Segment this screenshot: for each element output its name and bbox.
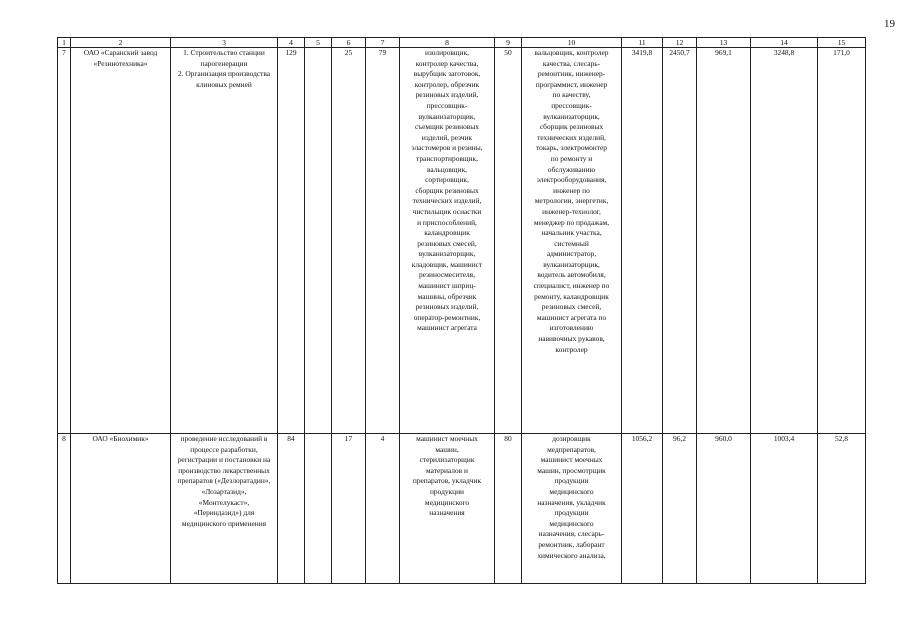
- text-line: контролер качества,: [415, 58, 479, 68]
- text-line: прессовщик-: [551, 100, 592, 110]
- text-line: парогенерации: [200, 58, 248, 68]
- column-header: 6: [332, 38, 366, 48]
- text-line: изготовлению: [549, 323, 594, 333]
- text-line: сборщик резиновых: [539, 122, 604, 132]
- text-line: клиновых ремней: [196, 79, 252, 89]
- text-line: метрологии, энергетик,: [534, 196, 609, 206]
- column-header: 5: [305, 38, 332, 48]
- cell-col4: 84: [278, 434, 305, 584]
- text-line: качества, слесарь-: [542, 58, 601, 68]
- text-line: ремонту, каландровщик: [534, 291, 609, 301]
- text-line: производство лекарственных: [178, 465, 270, 475]
- cell-col13: 960,0: [697, 434, 751, 584]
- text-line: программист, инженер: [535, 79, 608, 89]
- column-header: 11: [622, 38, 663, 48]
- text-line: ремонтник, лаборант: [538, 539, 605, 549]
- column-header: 3: [171, 38, 278, 48]
- column-header: 14: [751, 38, 818, 48]
- text-line: вальцовщик, контролер: [534, 48, 609, 57]
- text-line: машинист шприц-: [418, 281, 476, 291]
- text-line: «Монтелукаст»,: [198, 497, 250, 507]
- text-line: дозировщик: [552, 434, 591, 443]
- text-line: машинист агрегата по: [536, 312, 607, 322]
- text-line: медицинского: [549, 518, 594, 528]
- row-number: 7: [58, 48, 71, 434]
- text-line: системный: [554, 238, 589, 248]
- text-line: медпрепаратов,: [547, 444, 596, 454]
- text-line: контролер: [555, 344, 588, 354]
- text-line: специалист, инженер по: [533, 281, 610, 291]
- text-line: проведение исследований в: [180, 434, 268, 443]
- cell-col15: 52,8: [818, 434, 866, 584]
- text-line: резиновых смесей,: [417, 238, 477, 248]
- text-line: резиновых изделий,: [415, 90, 479, 100]
- text-line: продукции: [554, 508, 589, 518]
- cell-col15: 171,0: [818, 48, 866, 434]
- text-line: препаратов, укладчик: [412, 476, 482, 486]
- cell-col4: 129: [278, 48, 305, 434]
- text-line: машин, просмотрщик: [537, 465, 606, 475]
- text-line: химического анализа,: [537, 550, 606, 560]
- cell-col5: [305, 434, 332, 584]
- text-line: каландровщик: [424, 228, 470, 238]
- text-line: чистильщик оснастки: [412, 206, 482, 216]
- text-line: контролер, обрезчик: [414, 79, 480, 89]
- text-line: 2. Организация производства: [177, 69, 271, 79]
- cell-col6: 17: [332, 434, 366, 584]
- text-line: водитель автомобиля,: [537, 270, 606, 280]
- column-header: 12: [663, 38, 697, 48]
- text-line: медицинского: [424, 497, 470, 507]
- column-number-row: [58, 38, 866, 48]
- text-line: машинист агрегата: [417, 323, 477, 333]
- cell-col7: 4: [366, 434, 400, 584]
- text-line: оператор-ремонтник,: [413, 312, 481, 322]
- text-line: медицинского применения: [181, 518, 267, 528]
- text-line: по качеству,: [552, 90, 591, 100]
- text-line: токарь, электромонтер: [536, 143, 607, 153]
- activity-description: [171, 48, 278, 434]
- text-line: сборщик резиновых: [415, 185, 479, 195]
- column-header: 4: [278, 38, 305, 48]
- text-line: 1. Строительство станции: [183, 48, 265, 57]
- text-line: сортировщик,: [425, 175, 469, 185]
- text-line: инженер-технолог,: [542, 206, 601, 216]
- cell-col9: 80: [495, 434, 522, 584]
- text-line: начальник участка,: [541, 228, 602, 238]
- text-line: администратор,: [546, 249, 597, 259]
- text-line: ОАО «Биохимик»: [92, 434, 149, 443]
- data-table: [57, 37, 866, 584]
- cell-col14: 3248,8: [751, 48, 818, 434]
- text-line: машинист моечных: [416, 434, 478, 443]
- text-line: менеджер по продажам,: [533, 217, 610, 227]
- text-line: ОАО «Саранский завод: [83, 48, 158, 57]
- professions-list: [400, 48, 495, 434]
- text-line: прессовщик-: [426, 100, 468, 110]
- text-line: «Периндазид») для: [193, 508, 255, 518]
- column-header: 2: [71, 38, 171, 48]
- text-line: электрооборудования,: [536, 175, 607, 185]
- text-line: продукции: [429, 486, 465, 496]
- cell-col5: [305, 48, 332, 434]
- text-line: медицинского: [549, 486, 594, 496]
- text-line: технических изделий,: [412, 196, 482, 206]
- text-line: обслуживанию: [547, 164, 596, 174]
- text-line: резиносмесителя,: [419, 270, 475, 280]
- text-line: эластомеров и резины,: [411, 143, 483, 153]
- cell-col11: 1056,2: [622, 434, 663, 584]
- text-line: изделий, резчик: [421, 132, 473, 142]
- table-row: [58, 434, 866, 584]
- text-line: машин,: [435, 444, 459, 454]
- text-line: назначения: [429, 508, 465, 518]
- activity-description: [171, 434, 278, 584]
- text-line: стерилизаторщик: [419, 455, 475, 465]
- text-line: «Лозартазид»,: [201, 486, 247, 496]
- text-line: резиновых смесей,: [541, 302, 602, 312]
- text-line: технических изделий,: [537, 132, 606, 142]
- cell-col9: 50: [495, 48, 522, 434]
- cell-col12: 2450,7: [663, 48, 697, 434]
- text-line: «Резинотехника»: [93, 58, 148, 68]
- text-line: назначения, укладчик: [537, 497, 606, 507]
- professions-list-required: [522, 434, 622, 584]
- cell-col13: 969,1: [697, 48, 751, 434]
- text-line: вулканизаторщик,: [543, 259, 600, 269]
- column-header: 1: [58, 38, 71, 48]
- cell-col14: 1003,4: [751, 434, 818, 584]
- text-line: резиновых изделий,: [415, 302, 479, 312]
- text-line: и приспособлений,: [417, 217, 477, 227]
- text-line: процессе разработки,: [190, 444, 258, 454]
- text-line: назначения, слесарь-: [538, 529, 605, 539]
- text-line: инженер по: [553, 185, 590, 195]
- column-header: 10: [522, 38, 622, 48]
- page-number: 19: [884, 18, 895, 30]
- text-line: продукции: [554, 476, 589, 486]
- text-line: вальцовщик,: [426, 164, 468, 174]
- cell-col11: 3419,8: [622, 48, 663, 434]
- cell-col6: 25: [332, 48, 366, 434]
- text-line: машины, обрезчик: [417, 291, 477, 301]
- text-line: транспортировщик,: [416, 153, 478, 163]
- text-line: кладовщик, машинист: [411, 259, 483, 269]
- text-line: регистрации и постановки на: [177, 455, 271, 465]
- cell-col12: 96,2: [663, 434, 697, 584]
- text-line: вулканизаторщик,: [418, 111, 476, 121]
- row-number: 8: [58, 434, 71, 584]
- text-line: препаратов («Дезлоратадин»,: [177, 476, 271, 486]
- text-line: съемщик резиновых: [415, 122, 479, 132]
- column-header: 9: [495, 38, 522, 48]
- table-row: [58, 48, 866, 434]
- professions-list: [400, 434, 495, 584]
- text-line: по ремонту и: [550, 153, 593, 163]
- organization-name: [71, 48, 171, 434]
- column-header: 7: [366, 38, 400, 48]
- text-line: машинист моечных: [540, 455, 603, 465]
- column-header: 15: [818, 38, 866, 48]
- cell-col7: 79: [366, 48, 400, 434]
- text-line: ремонтник, инженер-: [537, 69, 606, 79]
- text-line: навивочных рукавов,: [538, 334, 605, 344]
- organization-name: [71, 434, 171, 584]
- column-header: 13: [697, 38, 751, 48]
- column-header: 8: [400, 38, 495, 48]
- text-line: вырубщик заготовок,: [413, 69, 481, 79]
- text-line: вулканизаторщик,: [418, 249, 476, 259]
- text-line: изолировщик,: [424, 48, 470, 57]
- text-line: материалов и: [426, 465, 468, 475]
- text-line: вулканизаторщик,: [543, 111, 600, 121]
- professions-list-required: [522, 48, 622, 434]
